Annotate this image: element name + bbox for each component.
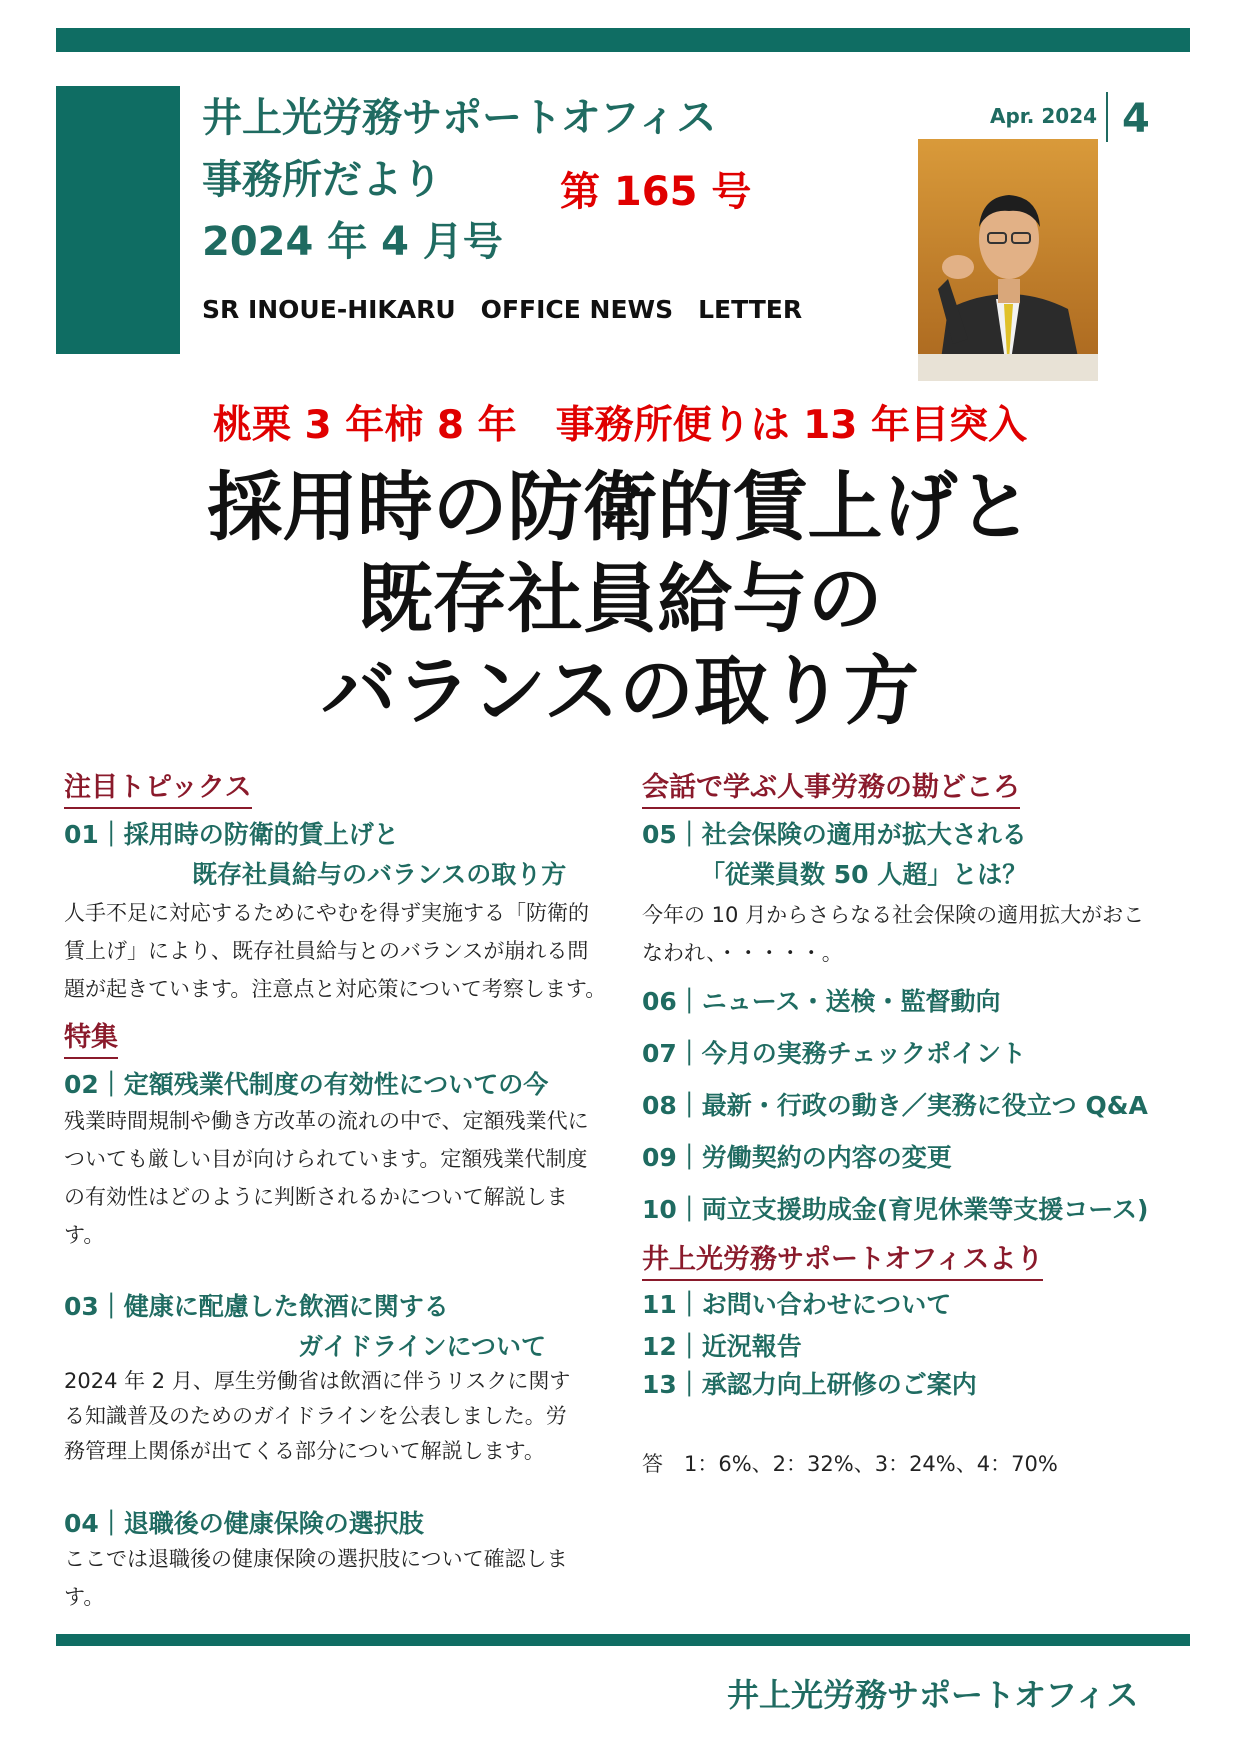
issue-number: 第 165 号 <box>560 169 752 215</box>
desc-line: ついても厳しい目が向けられています。定額残業代制度 <box>64 1147 588 1171</box>
toc-item-05-cont: 「従業員数 50 人超」とは？ <box>700 860 1028 889</box>
desc-line: 務管理上関係が出てくる部分について解説します。 <box>64 1439 545 1463</box>
main-title-line1: 採用時の防衛的賃上げと <box>207 463 1033 551</box>
bottom-accent-bar <box>56 1634 1190 1646</box>
header-side-block <box>56 86 180 354</box>
desc-line: す。 <box>64 1585 105 1609</box>
newsletter-label: 事務所だより <box>202 157 442 203</box>
toc-item-02-desc <box>64 1102 624 1254</box>
office-name: 井上光労務サポートオフィス <box>202 95 717 141</box>
toc-item-08: 08｜最新・行政の動き／実務に役立つ Q&A <box>642 1091 1148 1120</box>
desc-line: 題が起きています。注意点と対応策について考察します。 <box>64 977 607 1001</box>
toc-item-03-cont: ガイドラインについて <box>298 1332 547 1361</box>
toc-item-10: 10｜両立支援助成金(育児休業等支援コース) <box>642 1195 1149 1224</box>
section-heading-conversation: 会話で学ぶ人事労務の勘どころ <box>642 774 1020 809</box>
section-heading-feature: 特集 <box>64 1024 118 1059</box>
toc-item-03-desc <box>64 1364 624 1469</box>
toc-item-05: 05｜社会保険の適用が拡大される <box>642 820 1027 849</box>
toc-item-09: 09｜労働契約の内容の変更 <box>642 1143 952 1172</box>
toc-item-11: 11｜お問い合わせについて <box>642 1290 952 1319</box>
section-heading-topics: 注目トピックス <box>64 774 252 809</box>
toc-item-12: 12｜近況報告 <box>642 1332 802 1361</box>
toc-item-01: 01｜採用時の防衛的賃上げと <box>64 820 399 849</box>
toc-item-01-cont: 既存社員給与のバランスの取り方 <box>192 860 567 889</box>
toc-item-02: 02｜定額残業代制度の有効性についての今 <box>64 1070 549 1099</box>
toc-item-03: 03｜健康に配慮した飲酒に関する <box>64 1292 449 1321</box>
main-title-line3: バランスの取り方 <box>321 647 919 735</box>
tagline: 桃栗 3 年柿 8 年 事務所便りは 13 年目突入 <box>212 403 1027 448</box>
page-number-divider <box>1106 92 1108 142</box>
footer-office-name: 井上光労務サポートオフィス <box>727 1676 1139 1714</box>
main-title-line2: 既存社員給与の <box>357 555 883 643</box>
desc-line: 人手不足に対応するためにやむを得ず実施する「防衛的 <box>64 901 589 925</box>
toc-item-01-desc <box>64 894 624 1008</box>
desc-line: ここでは退職後の健康保険の選択肢について確認しま <box>64 1547 568 1571</box>
subtitle-en: SR INOUE-HIKARU OFFICE NEWS LETTER <box>202 295 803 324</box>
desc-line: なわれ、・・・・・。 <box>642 941 843 965</box>
issue-month: 2024 年 4 月号 <box>202 219 503 265</box>
desc-line: 今年の 10 月からさらなる社会保険の適用拡大がおこ <box>642 903 1145 927</box>
desc-line: の有効性はどのように判断されるかについて解説しま <box>64 1185 568 1209</box>
desc-line: 賃上げ」により、既存社員給与とのバランスが崩れる問 <box>64 939 589 963</box>
quiz-answer: 答 1：6%、2：32%、3：24%、4：70% <box>642 1452 1058 1476</box>
toc-item-05-desc <box>642 896 1202 972</box>
desc-line: 残業時間規制や働き方改革の流れの中で、定額残業代に <box>64 1109 589 1133</box>
page-number: 4 <box>1122 96 1150 142</box>
toc-item-13: 13｜承認力向上研修のご案内 <box>642 1370 977 1399</box>
issue-date: Apr. 2024 <box>990 104 1098 128</box>
toc-item-04: 04｜退職後の健康保険の選択肢 <box>64 1509 424 1538</box>
toc-item-07: 07｜今月の実務チェックポイント <box>642 1039 1027 1068</box>
toc-item-06: 06｜ニュース・送検・監督動向 <box>642 987 1001 1016</box>
section-heading-office: 井上光労務サポートオフィスより <box>642 1246 1043 1281</box>
toc-item-04-desc <box>64 1540 624 1616</box>
top-accent-bar <box>56 28 1190 52</box>
desc-line: 2024 年 2 月、厚生労働省は飲酒に伴うリスクに関す <box>64 1369 571 1393</box>
desc-line: る知識普及のためのガイドラインを公表しました。労 <box>64 1404 567 1428</box>
desc-line: す。 <box>64 1223 105 1247</box>
author-photo <box>918 139 1098 381</box>
